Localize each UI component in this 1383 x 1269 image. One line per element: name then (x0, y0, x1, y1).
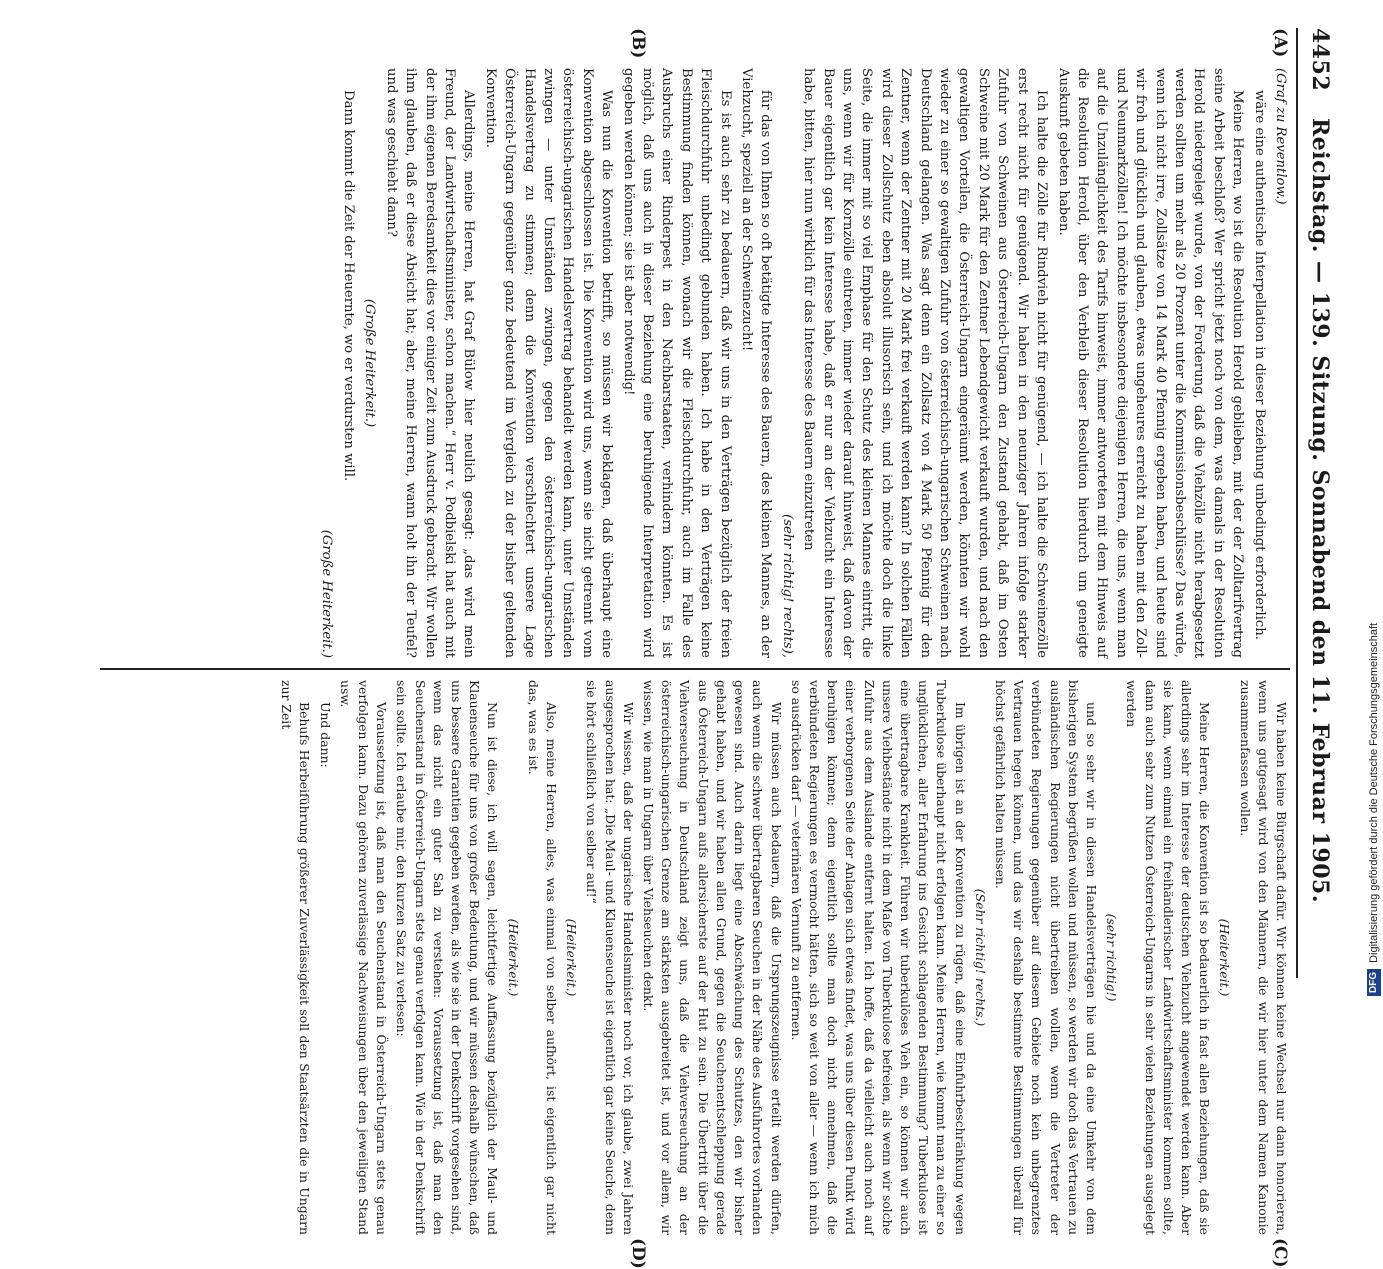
margin-mark-d: (D) (628, 1238, 648, 1269)
remark: (Heiterkeit.) (505, 918, 521, 997)
page-number: 4452 (1307, 28, 1333, 92)
paragraph: Was nun die Konvention betrifft, so müssen wir beklagen, daß überhaupt eine Konvention abgeschlossen ist. Die Konvention wird uns, wenn sie nicht getrennt vom österreichisch-ungarischen Handelsvertrag behandelt werden kann, unter Umständen zwingen — unter Umständen zwingen, gegen den österreichisch-ungarischen Handelsvertrag zu stimmen; denn die Konvention verschlechtert unsere Lage Österreich-Ungarn gegenüber ganz bedeutend im Vergleich zu der bisher geltenden Konvention. (482, 68, 615, 658)
paragraph: Meine Herren, wo ist die Resolution Herold geblieben, mit der der Zolltarifvertrag seine Arbeit beschloß? Wer spricht jetzt noch von dem, was damals in der Resolution Herold niedergelegt wurde, von der Forderung, daß die Viehzölle nicht herabgesetzt werden sollten um mehr als 20 Prozent unter die Kommissionsbeschlüsse? Das würde, wenn ich nicht irre, Zollsätze von 14 Mark 40 Pfennig ergeben haben, und heute sind wir froh und glücklich und glauben, etwas ungeheures erreicht zu haben mit den Zoll- und Neunmarkzöllen! Ich möchte insbesondere diejenigen Herren, die uns, wenn man auf die Unzulänglichkeit des Tarifs hinweist, immer antworteten mit dem Hinweis auf die Resolution Herold, über den Verbleib dieser Resolution hierdurch um geneigte Auskunft gebeten haben. (1055, 68, 1246, 658)
margin-mark-c: (C) (1270, 1238, 1290, 1268)
paragraph: Also, meine Herren, alles, was einmal von selber aufhört, ist eigentlich gar nicht das, was es ist. (525, 680, 560, 1235)
margin-mark-a: (A) (1270, 28, 1290, 58)
header-rule (1296, 28, 1298, 978)
paragraph: Nun ist diese, ich will sagen, leichtfertige Auffassung bezüglich der Maul- und Klauenseuche für uns von großer Bedeutung, und wir müssen deshalb wünschen, daß uns bessere Garantien gegeben werden, als wie sie in der Denkschrift vorgesehen sind, wenn das nicht ein guter Sah zu verstehen: Voraussetzung ist, daß man den Seuchenstand in Österreich-Ungarn stets genau verfolgen kann. Wie in der Denkschrift sein sollte. Ich erlaube mir, den kurzen Satz zu verlesen: (394, 680, 501, 1235)
quote: Voraussetzung ist, daß man den Seuchenstand in Österreich-Ungarn stets genau verfolgen kann. Dazu gehören zuverlässige Nachweisungen über den jeweiligen Stand usw. (337, 680, 390, 1235)
paragraph: wäre eine authentische Interpellation in dieser Beziehung unbedingt erforderlich. (1251, 90, 1267, 640)
document-page (78, 28, 1338, 1269)
remark: (Heiterkeit.) (1217, 918, 1233, 997)
header-title: Reichstag. — 139. Sitzung. Sonnabend den 11. Februar 1905. (1307, 118, 1333, 903)
paragraph: Ich halte die Zölle für Rindvieh nicht für genügend, — ich halte die Schweinezölle erst recht nicht für genügend. Wir haben in den neunziger Jahren infolge starker Zufuhr von Schweinen aus Österreich-Ungarn den Zustand gehabt, daß im Osten Schweine mit 20 Mark für den Zentner Lebendgewicht verkauft wurden, und nach den gewaltigen Vorteilen, die Österreich-Ungarn eingeräumt werden, könnten wir wohl wieder zu einer so gewaltigen Zufuhr von österreichisch-ungarischen Schweinen nach Deutschland gelangen. Was sagt denn ein Zollsatz von 4 Mark 50 Pfennig für den Zentner, wenn der Zentner mit 20 Mark frei verkauft werden kann? In solchen Fällen wird dieser Zollschutz eben absolut illusorisch sein, und ich möchte doch die linke Seite, die immer mit so viel Emphase für den Schutz des kleinen Mannes eintritt, die uns, wenn wir für Kornzölle eintreten, immer wieder darauf hinweist, daß davon der Bauer eigentlich gar kein Interesse habe, daß er nur an der Viehzucht ein Interesse habe, bitten, hier nun wirklich für das Interesse des Bauern einzutreten (801, 68, 1050, 658)
margin-mark-b: (B) (628, 28, 648, 59)
left-column (315, 68, 1290, 658)
remark: (Große Heiterkeit.) (362, 298, 378, 428)
paragraph: Und dann: (317, 702, 333, 768)
remark: (sehr richtig!) (1104, 913, 1120, 1002)
remark: (sehr richtig! rechts), (779, 514, 795, 658)
column-divider (100, 668, 1290, 670)
paragraph: Im übrigen ist an der Konvention zu rügen, daß eine Einfuhrbeschränkung wegen Tuberkulose überhaupt nicht erfolgen kann. Meine Herren, wie kommt man zu einer so unglücklichen, aller Erfahrung ins Gesicht schlagenden Bestimmung? Tuberkulose ist eine übertragbare Krankheit. Führen wir tuberkulöses Vieh ein, so können wir auch unsere Viehbestände nicht in dem Maße von Tuberkulose befreien, als wenn wir solche Zufuhr aus dem Auslande entfernt halten. Ich hoffe, daß da vielleicht auch noch auf einer verborgenen Seite der Anlagen sich etwas findet, was uns über diesen Punkt wird beruhigen können; denn eigentlich sollte man doch nicht annehmen, daß die verbündeten Regierungen es vermocht hätten, sich so weit von aller — wenn ich mich so ausdrücken darf — veterinären Vernunft zu entfernen. (788, 680, 968, 1235)
paragraph: Wir haben keine Bürgschaft dafür. Wir können keine Wechsel nur dann honorieren, wenn uns gutgesagt wird von den Männern, die wir hier unter dem Namen Kanonie zusammenfassen wollen. (1237, 680, 1289, 1235)
paragraph: und so sehr wir in diesen Handelsverträgen hie und da eine Umkehr von dem bisherigen System begrüßen wollen und müssen, so werden wir doch das Vertrauen zu ausländischen Regierungen nicht übertreiben wollen, wenn die Vertreter der verbündeten Regierungen gegenüber auf diesem Gebiete noch kein unbegrenztes Vertrauen hegen können, und das wir deshalb bestimmte Bestimmungen überall für höchst gefährlich halten müssen. (992, 680, 1099, 1235)
paragraph: für das von Ihnen so oft betätigte Interesse des Bauern, des kleinen Mannes, an der Viehzucht, speziell an der Schweinezucht! (739, 68, 774, 658)
remark: (Sehr richtig! rechts.) (972, 888, 988, 1027)
paragraph: Allerdings, meine Herren, hat Graf Bülow hier neulich gesagt: „das wird mein Freund, der Landwirtschaftsminister, schon machen.“ Herr v. Podbielski hat auch mit der ihm eigenen Beredsamkeit dies vor einiger Zeit zum Ausdruck gebracht. Wir wollen ihm glauben, daß er diese Absicht hat; aber, meine Herren, wann holt ihn der Teufel? und was geschieht dann? (383, 68, 477, 658)
speaker-label: (Graf zu Reventlow.) (1273, 68, 1288, 205)
page-header (1302, 28, 1338, 978)
paragraph: Wir wissen, daß der ungarische Handelsminister noch vor, ich glaube, zwei Jahren ausgesprochen hat: „Die Maul- und Klauenseuche ist eigentlich gar keine Seuche, denn sie hört schließlich von selber auf!“ (584, 680, 636, 1235)
paragraph: Es ist auch sehr zu bedauern, daß wir uns in den Verträgen bezüglich der freien Fleischdurchfuhr unbedingt gebunden haben. Ich habe in den Verträgen keine Bestimmung finden können, wonach wir die Fleischdurchfuhr, auch im Falle des Ausbruchs einer Rinderpest in den Nachbarstaaten, verhindern könnten. Es ist möglich, daß uns auch in dieser Beziehung eine beruhigende Interpretation wird gegeben werden können; sie ist aber notwendig! (620, 68, 733, 658)
paragraph: Meine Herren, die Konvention ist so bedauerlich in fast allen Beziehungen, daß sie allerdings sehr im Interesse der deutschen Viehzucht angewendet werden kann. Aber sie kann, wenn einmal ein freihändlerischer Landwirtschaftsminister kommen sollte, dann auch sehr zum Nutzen Österreich-Ungarns in sehr vielen Beziehungen ausgelegt werden (1124, 680, 1213, 1235)
dfg-logo: DFG (1367, 969, 1381, 996)
remark: (Große Heiterkeit.) (319, 529, 335, 658)
digitization-text: Digitalisierung gefördert durch die Deutsche Forschungsgemeinschaft (1368, 622, 1380, 963)
right-column (275, 680, 1290, 1235)
quote: Behufs Herbeiführung größerer Zuverlässigkeit soll den Staatsärzten die in Ungarn zur Zeit (279, 680, 313, 1235)
paragraph: Wir müssen auch bedauern, daß die Ursprungszeugnisse erteilt werden dürfen, auch wenn die schwer übertragbaren Seuchen in der Nähe des Ausfuhrortes vorhanden gewesen sind. Auch darin liegt eine Abschwächung des Schutzes, den wir bisher gehabt haben, und wir haben allen Grund, gegen die Seuchenentschleppung gerade aus Österreich-Ungarn aufs allersicherste auf der Hut zu sein. Die Übertritt über die Viehverseuchung in Deutschland zeigt uns, daß die Viehverseuchung an der österreichisch-ungarischen Grenze am stärksten ausgebreitet ist, und vor allem, wir wissen, wie man in Ungarn über Viehseuchen denkt. (641, 680, 784, 1235)
digitization-note (1366, 16, 1382, 996)
paragraph: Dann kommt die Zeit der Heuernte, wo er verdursten will. (340, 90, 356, 482)
remark: (Heiterkeit.) (564, 918, 580, 997)
